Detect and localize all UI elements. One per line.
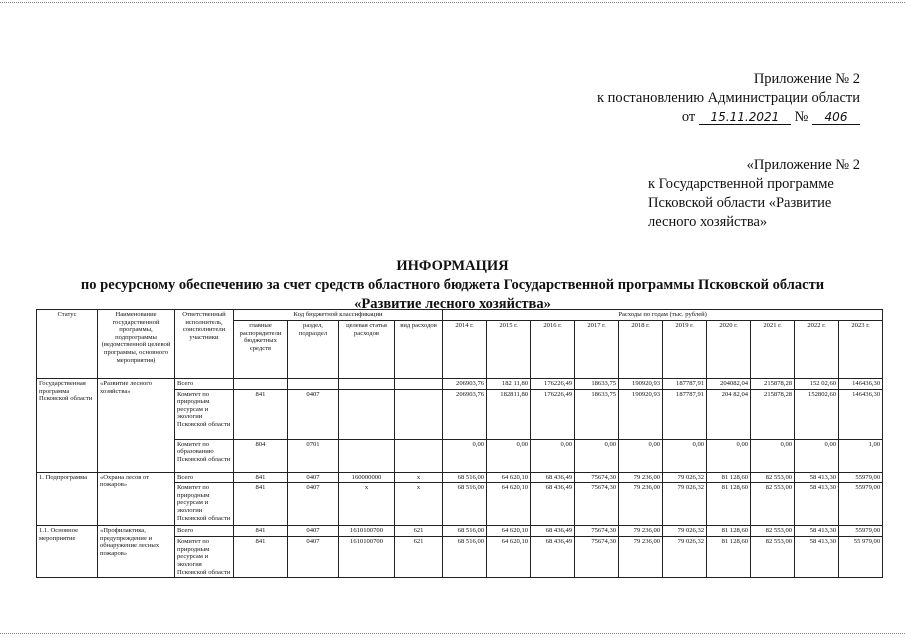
cell-value: 75674,30: [575, 526, 619, 537]
cell-value: 68 436,49: [531, 526, 575, 537]
heading-line2: по ресурсному обеспечению за счет средств областного бюджета Государственной программы Псковской области: [80, 277, 825, 293]
header-target: целевая статья расходов: [339, 321, 395, 379]
cell-value: 215878,28: [751, 379, 795, 390]
cell-grbs: 841: [234, 472, 288, 483]
cell-value: 79 236,00: [619, 537, 663, 578]
cell-value: 187787,91: [663, 379, 707, 390]
cell-value: 18633,75: [575, 389, 619, 439]
cell-value: 176226,49: [531, 379, 575, 390]
cell-value: 58 413,30: [795, 537, 839, 578]
cell-status: 1.1. Основное мероприятие: [37, 526, 98, 578]
cell-value: 0,00: [751, 439, 795, 472]
heading-line3: «Развитие лесного хозяйства»: [354, 296, 551, 312]
program-appendix-title: «Приложение № 2: [746, 157, 860, 173]
header-budget-code: Код бюджетной классификации: [234, 310, 443, 321]
from-label: от: [681, 109, 696, 125]
cell-value: 68 516,00: [443, 472, 487, 483]
cell-grbs: 841: [234, 537, 288, 578]
header-year: 2020 г.: [707, 321, 751, 379]
header-section: раздел, подраздел: [288, 321, 339, 379]
cell-executor: Комитет по природным ресурсам и экологии Псковской области: [175, 483, 234, 526]
cell-value: 64 620,10: [487, 526, 531, 537]
cell-value: 68 436,49: [531, 483, 575, 526]
cell-value: 55979,00: [839, 472, 883, 483]
program-appendix: [648, 156, 860, 232]
cell-executor: Комитет по природным ресурсам и экологии Псковской области: [175, 389, 234, 439]
top-scan-edge: [0, 2, 905, 3]
cell-value: 182811,80: [487, 389, 531, 439]
header-year: 2017 г.: [575, 321, 619, 379]
table-row: [37, 472, 883, 483]
cell-value: 81 128,60: [707, 483, 751, 526]
cell-grbs: [234, 379, 288, 390]
cell-value: 58 413,30: [795, 472, 839, 483]
header-name: Наименование государственной программы, подпрограммы (ведомственной целевой программы, основного мероприятия): [98, 310, 175, 379]
cell-value: 79 026,32: [663, 537, 707, 578]
cell-name: «Развитие лесного хозяйства»: [98, 379, 175, 473]
cell-value: 64 620,10: [487, 472, 531, 483]
cell-value: 82 553,00: [751, 483, 795, 526]
appendix-resolution: к постановлению Администрации области: [596, 90, 860, 106]
cell-type: х: [395, 483, 443, 526]
cell-type: [395, 379, 443, 390]
cell-value: 55 979,00: [839, 537, 883, 578]
cell-value: 204 82,04: [707, 389, 751, 439]
cell-section: 0407: [288, 389, 339, 439]
header-year: 2023 г.: [839, 321, 883, 379]
cell-section: 0407: [288, 472, 339, 483]
cell-executor: Всего: [175, 526, 234, 537]
cell-target: 1610100700: [339, 526, 395, 537]
cell-value: 215878,28: [751, 389, 795, 439]
bottom-scan-edge: [0, 633, 905, 634]
cell-value: 82 553,00: [751, 472, 795, 483]
header-status: Статус: [37, 310, 98, 379]
cell-executor: Комитет по образованию Псковской области: [175, 439, 234, 472]
cell-grbs: 841: [234, 389, 288, 439]
cell-value: 68 516,00: [443, 483, 487, 526]
cell-value: 58 413,30: [795, 483, 839, 526]
cell-target: 160000000: [339, 472, 395, 483]
table-row: [37, 379, 883, 390]
program-appendix-line3: Псковской области «Развитие: [648, 195, 832, 211]
cell-value: 206903,76: [443, 379, 487, 390]
cell-value: 68 516,00: [443, 537, 487, 578]
cell-executor: Всего: [175, 472, 234, 483]
header-year: 2019 г.: [663, 321, 707, 379]
cell-section: 0407: [288, 537, 339, 578]
cell-value: 152 02,60: [795, 379, 839, 390]
cell-target: х: [339, 483, 395, 526]
cell-value: 68 516,00: [443, 526, 487, 537]
header-year: 2021 г.: [751, 321, 795, 379]
cell-value: 0,00: [575, 439, 619, 472]
cell-grbs: 804: [234, 439, 288, 472]
header-executor: Ответственный исполнитель, соисполнители участники: [175, 310, 234, 379]
appendix-header: [560, 70, 860, 127]
appendix-date-line: [560, 108, 860, 127]
cell-grbs: 841: [234, 526, 288, 537]
cell-value: 152802,60: [795, 389, 839, 439]
header-year: 2015 г.: [487, 321, 531, 379]
cell-type: [395, 439, 443, 472]
cell-value: 0,00: [531, 439, 575, 472]
cell-value: 81 128,60: [707, 537, 751, 578]
header-expenses: Расходы по годам (тыс. рублей): [443, 310, 883, 321]
cell-value: 182 11,80: [487, 379, 531, 390]
cell-value: 206903,76: [443, 389, 487, 439]
cell-value: 0,00: [707, 439, 751, 472]
cell-value: 82 553,00: [751, 526, 795, 537]
cell-value: 0,00: [443, 439, 487, 472]
cell-value: 58 413,30: [795, 526, 839, 537]
cell-value: 68 436,49: [531, 537, 575, 578]
cell-value: 0,00: [619, 439, 663, 472]
heading-title: ИНФОРМАЦИЯ: [396, 258, 509, 274]
appendix-title: Приложение № 2: [753, 71, 860, 87]
table-row: [37, 526, 883, 537]
cell-value: 0,00: [487, 439, 531, 472]
cell-section: 0407: [288, 526, 339, 537]
cell-grbs: 841: [234, 483, 288, 526]
cell-value: 146436,30: [839, 389, 883, 439]
cell-section: [288, 379, 339, 390]
cell-value: 190920,93: [619, 379, 663, 390]
header-year: 2018 г.: [619, 321, 663, 379]
program-appendix-line2: к Государственной программе: [648, 176, 834, 192]
cell-value: 0,00: [795, 439, 839, 472]
resource-table: [36, 309, 883, 578]
cell-name: «Охрана лесов от пожаров»: [98, 472, 175, 526]
cell-status: 1. Подпрограмма: [37, 472, 98, 526]
cell-target: [339, 379, 395, 390]
cell-type: [395, 389, 443, 439]
cell-status: Государственная программа Псковской области: [37, 379, 98, 473]
cell-value: 146436,30: [839, 379, 883, 390]
cell-value: 81 128,60: [707, 472, 751, 483]
cell-value: 64 620,10: [487, 537, 531, 578]
header-year: 2014 г.: [443, 321, 487, 379]
cell-value: 82 553,00: [751, 537, 795, 578]
cell-value: 64 620,10: [487, 483, 531, 526]
cell-type: 621: [395, 537, 443, 578]
cell-name: «Профилактика, предупреждение и обнаружение лесных пожаров»: [98, 526, 175, 578]
cell-value: 79 236,00: [619, 483, 663, 526]
cell-value: 187787,91: [663, 389, 707, 439]
header-grbs: главные распорядители бюджетных средств: [234, 321, 288, 379]
cell-value: 79 026,32: [663, 472, 707, 483]
program-appendix-line4: лесного хозяйства»: [648, 214, 768, 230]
cell-value: 68 436,49: [531, 472, 575, 483]
header-type: вид расходов: [395, 321, 443, 379]
cell-target: 1610100700: [339, 537, 395, 578]
cell-value: 75674,30: [575, 472, 619, 483]
cell-value: 79 236,00: [619, 472, 663, 483]
header-year: 2016 г.: [531, 321, 575, 379]
cell-value: 79 236,00: [619, 526, 663, 537]
cell-section: 0407: [288, 483, 339, 526]
cell-executor: Всего: [175, 379, 234, 390]
cell-value: 18633,75: [575, 379, 619, 390]
cell-value: 79 026,32: [663, 483, 707, 526]
number-label: №: [794, 109, 809, 125]
cell-value: 176226,49: [531, 389, 575, 439]
cell-executor: Комитет по природным ресурсам и экология Псковской области: [175, 537, 234, 578]
cell-value: 75674,30: [575, 483, 619, 526]
cell-target: [339, 439, 395, 472]
cell-value: 0,00: [663, 439, 707, 472]
cell-type: 621: [395, 526, 443, 537]
cell-value: 190920,93: [619, 389, 663, 439]
cell-value: 79 026,32: [663, 526, 707, 537]
handwritten-date: 15.11.2021: [699, 110, 791, 125]
cell-value: 1,00: [839, 439, 883, 472]
header-year: 2022 г.: [795, 321, 839, 379]
cell-value: 75674,30: [575, 537, 619, 578]
handwritten-number: 406: [812, 110, 860, 125]
cell-value: 55979,00: [839, 526, 883, 537]
cell-target: [339, 389, 395, 439]
cell-value: 55979,00: [839, 483, 883, 526]
document-heading: [0, 257, 905, 314]
cell-type: х: [395, 472, 443, 483]
cell-value: 81 128,60: [707, 526, 751, 537]
cell-value: 204082,04: [707, 379, 751, 390]
cell-section: 0701: [288, 439, 339, 472]
